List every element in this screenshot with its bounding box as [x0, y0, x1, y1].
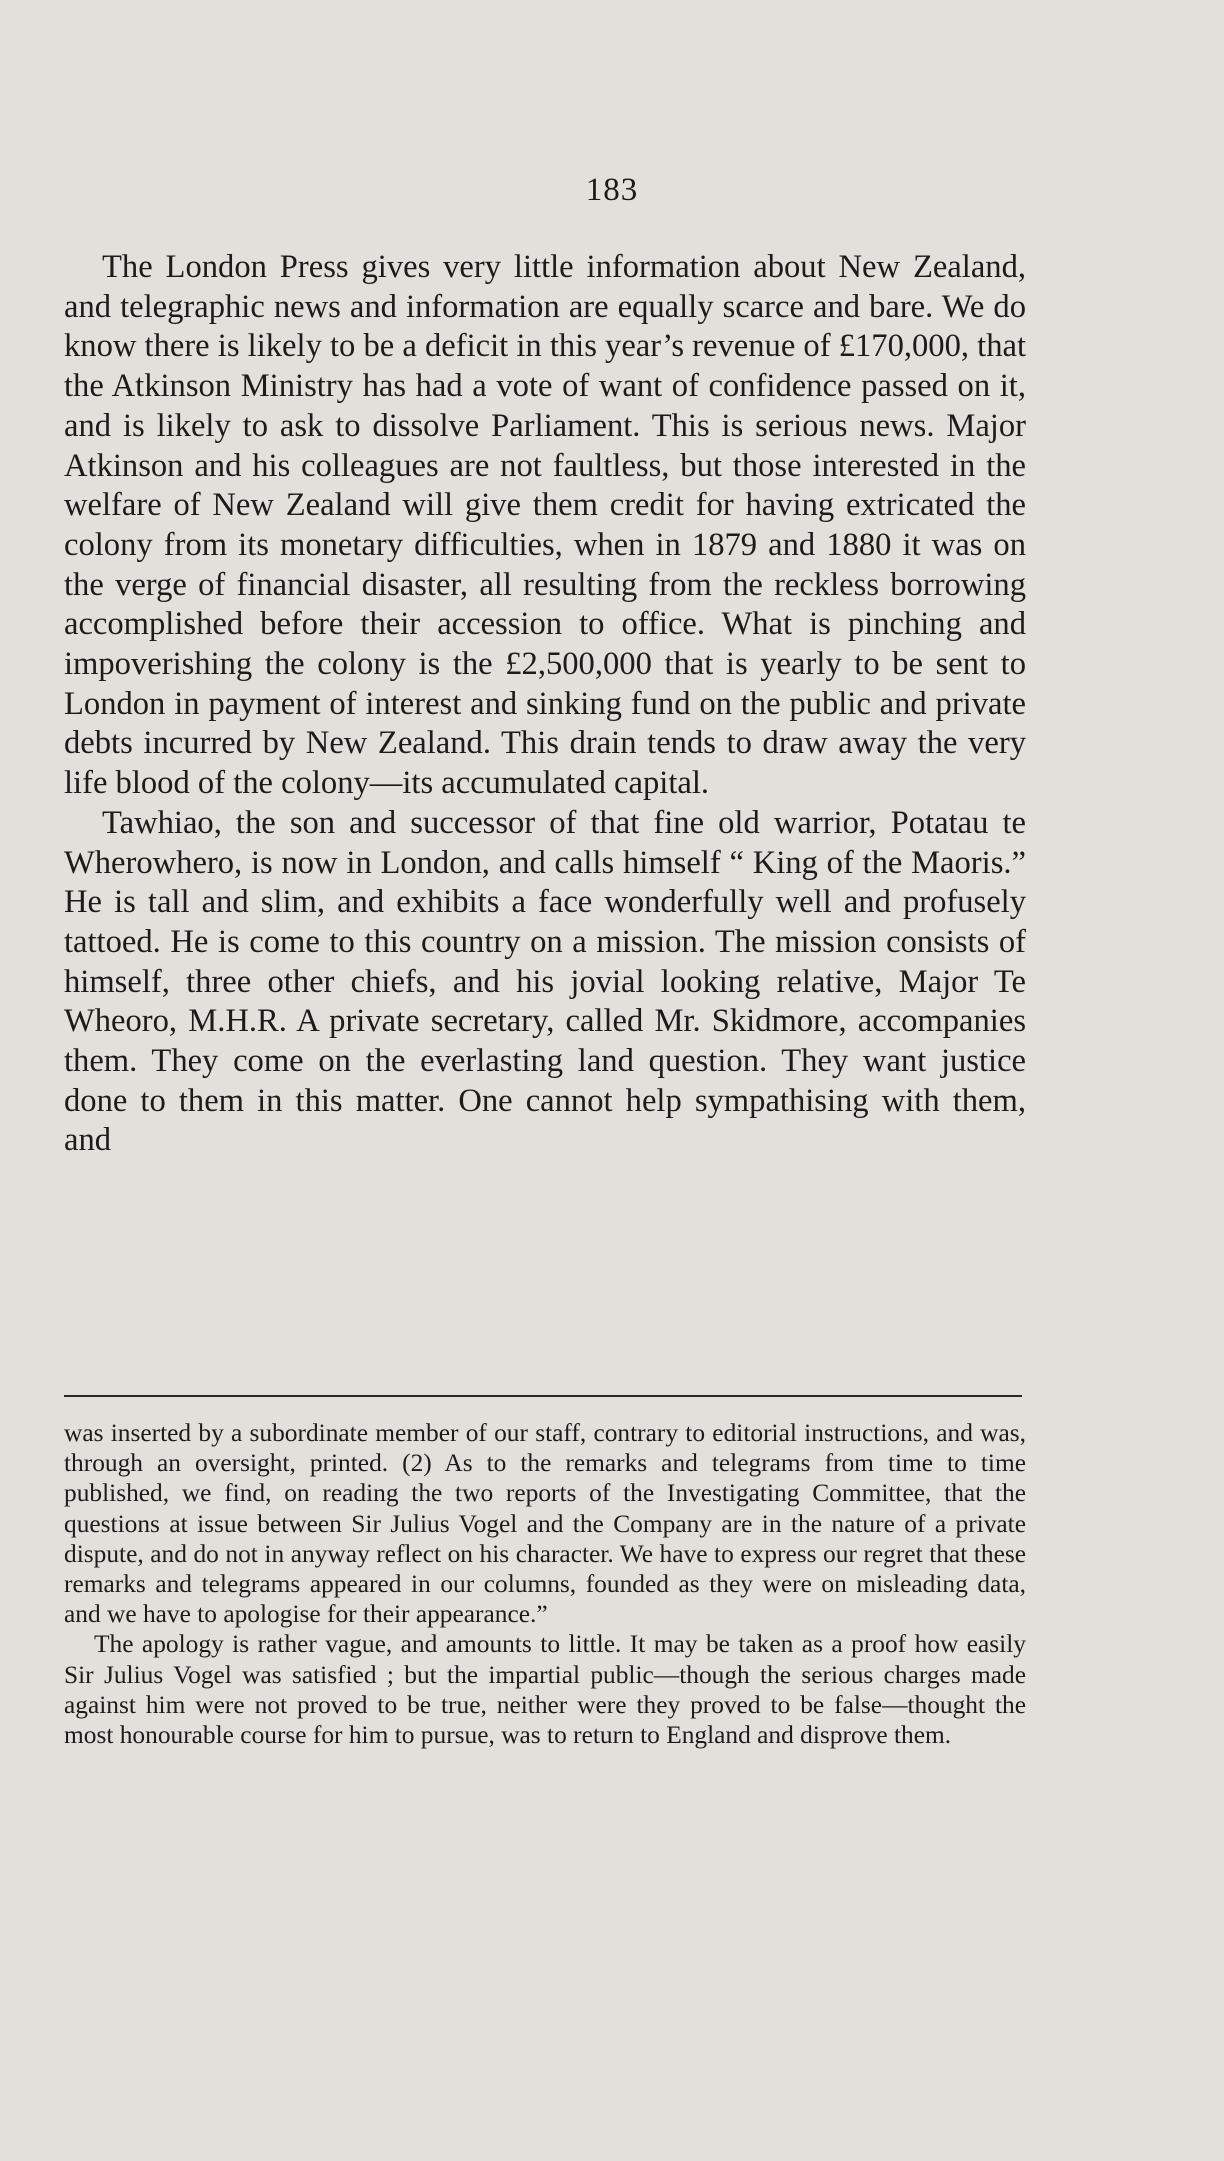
footnote-paragraph-commentary: The apology is rather vague, and amounts to little. It may be taken as a proof how easily Sir Julius Vogel was satisfied ; but the impartial public—though the serious charges made against him were not proved to be true, neither were they proved to be false—thought the most honourable course for him to pursue, was to return to England and disprove them. — [64, 1630, 1026, 1750]
footnote — [64, 1418, 1026, 1750]
main-text — [64, 248, 1026, 1161]
footnote-paragraph-apology-text: was inserted by a subordinate member of our staff, contrary to editorial instructions, and was, through an oversight, printed. (2) As to the remarks and telegrams from time to time published, we find, on reading the two reports of the Investigating Committee, that the questions at issue between Sir Julius Vogel and the Company are in the nature of a private dispute, and do not in anyway reflect on his character. We have to express our regret that these remarks and telegrams appeared in our columns, founded as they were on misleading data, and we have to apologise for their appearance.” — [64, 1419, 1026, 1629]
paragraph-tawhiao-mission: Tawhiao, the son and successor of that fine old warrior, Potatau te Wherowhero, is now in London, and calls himself “ King of the Maoris.” He is tall and slim, and exhibits a face wonderfully well and profusely tattoed. He is come to this country on a mission. The mission consists of himself, three other chiefs, and his jovial looking relative, Major Te Wheoro, M.H.R. A private secretary, called Mr. Skidmore, accompanies them. They come on the everlasting land question. They want justice done to them in this matter. One cannot help sympathising with them, and — [64, 804, 1026, 1159]
footnote-divider — [64, 1395, 1022, 1397]
paragraph-new-zealand-finances: The London Press gives very little information about New Zealand, and telegraphic news and information are equally scarce and bare. We do know there is likely to be a deficit in this year’s revenue of £170,000, that the Atkinson Ministry has had a vote of want of confidence passed on it, and is likely to ask to dissolve Parliament. This is serious news. Major Atkinson and his colleagues are not faultless, but those interested in the welfare of New Zealand will give them credit for having extricated the colony from its monetary difficulties, when in 1879 and 1880 it was on the verge of financial disaster, all resulting from the reckless borrowing accomplished before their accession to office. What is pinching and impoverishing the colony is the £2,500,000 that is yearly to be sent to London in payment of interest and sinking fund on the public and private debts incurred by New Zealand. This drain tends to draw away the very life blood of the colony—its accumulated capital. — [64, 249, 1027, 802]
page-number: 183 — [585, 172, 639, 208]
